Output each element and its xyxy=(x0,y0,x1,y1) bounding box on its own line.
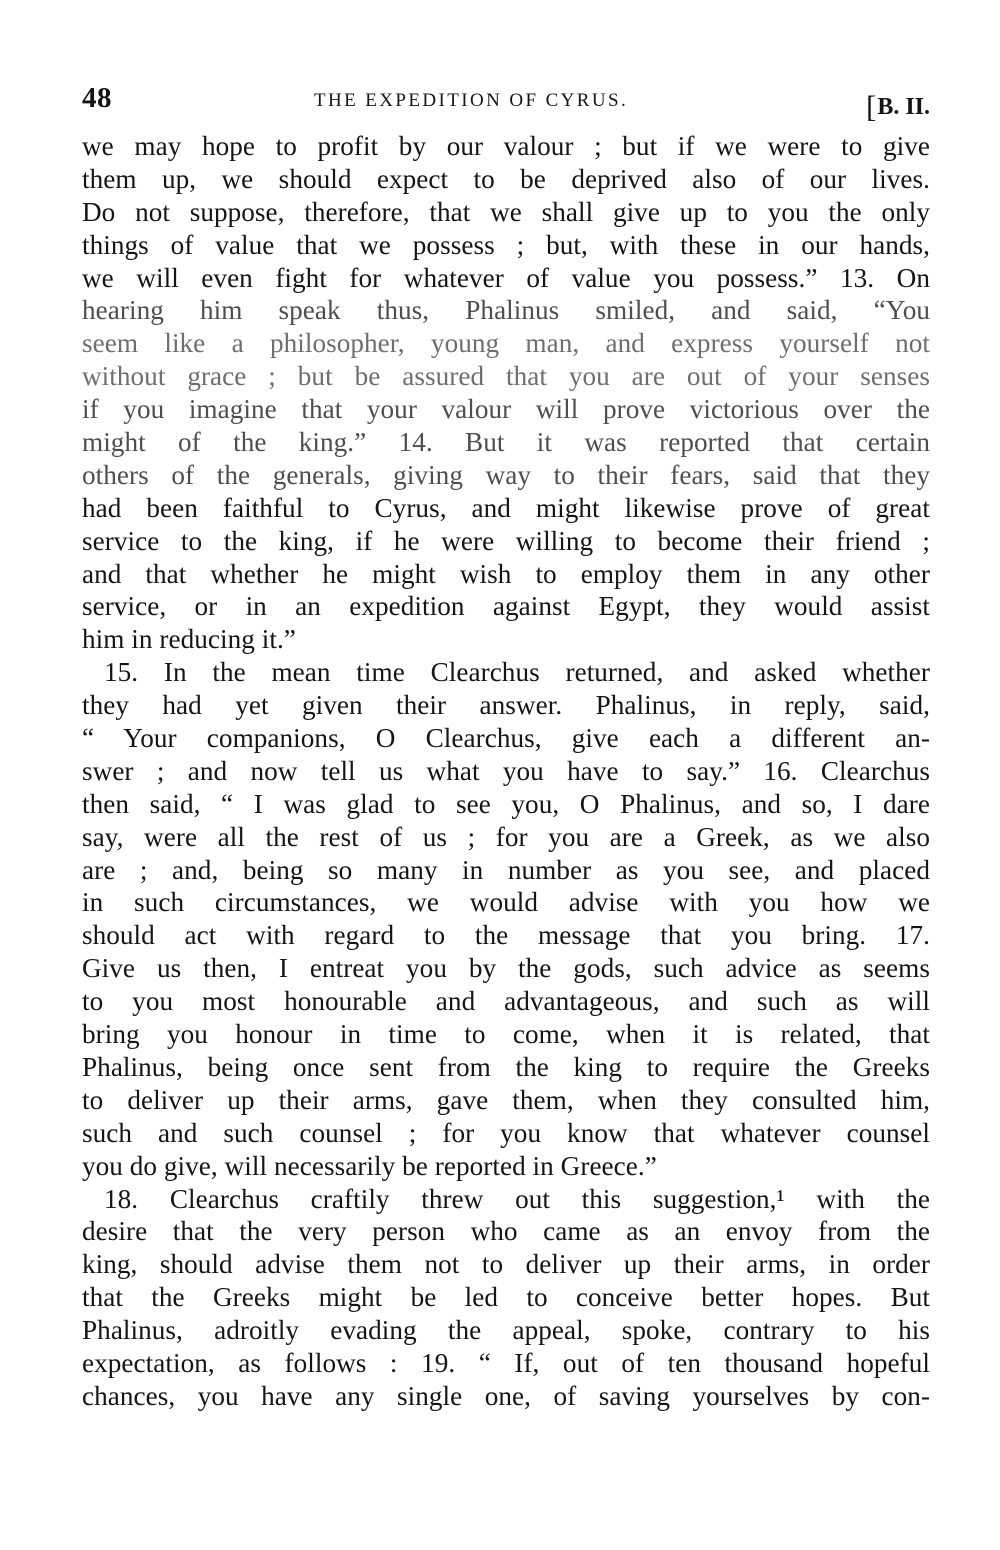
text-line: we may hope to profit by our valour ; but if we were to give xyxy=(82,131,930,161)
page-number: 48 xyxy=(82,82,112,114)
book-number: B. II. xyxy=(877,94,930,120)
text-line: to you most honourable and advantageous, and such as will xyxy=(82,986,930,1017)
text-line: others of the generals, giving way to their fears, said that they xyxy=(82,459,930,490)
text-line: king, should advise them not to deliver up their arms, in order xyxy=(82,1249,930,1280)
paragraph-last-line: you do give, will necessarily be reported in Greece.” xyxy=(82,1150,657,1181)
text-line: Do not suppose, therefore, that we shall give up to you the only xyxy=(82,196,930,227)
text-line: are ; and, being so many in number as you see, and placed xyxy=(82,854,930,885)
book-bracket: [ xyxy=(865,89,877,124)
text-line: seem like a philosopher, young man, and express yourself not xyxy=(82,328,930,359)
paragraph-first-line: 18. Clearchus craftily threw out this suggestion,¹ with the xyxy=(104,1183,930,1214)
text-line: things of value that we possess ; but, with these in our hands, xyxy=(82,229,930,260)
text-line: in such circumstances, we would advise with you how we xyxy=(82,887,930,918)
text-line: might of the king.” 14. But it was reported that certain xyxy=(82,427,930,458)
running-header xyxy=(82,78,930,122)
text-line: and that whether he might wish to employ them in any other xyxy=(82,558,930,589)
text-line: chances, you have any single one, of saving yourselves by con- xyxy=(82,1380,930,1411)
text-line: Give us then, I entreat you by the gods, such advice as seems xyxy=(82,953,930,984)
text-line: without grace ; but be assured that you are out of your senses xyxy=(82,361,930,392)
paragraph-first-line: 15. In the mean time Clearchus returned, and asked whether xyxy=(104,657,930,688)
text-line: desire that the very person who came as an envoy from the xyxy=(82,1216,930,1247)
text-line: service, or in an expedition against Egypt, they would assist xyxy=(82,591,930,622)
text-line: Phalinus, adroitly evading the appeal, spoke, contrary to his xyxy=(82,1315,930,1346)
paragraph-last-line: him in reducing it.” xyxy=(82,624,296,655)
text-line: should act with regard to the message that you bring. 17. xyxy=(82,920,930,951)
book-marker xyxy=(866,86,930,122)
text-line: they had yet given their answer. Phalinus, in reply, said, xyxy=(82,690,930,721)
text-line: hearing him speak thus, Phalinus smiled, and said, “You xyxy=(82,295,930,326)
text-line: that the Greeks might be led to conceive better hopes. But xyxy=(82,1282,930,1313)
text-line: say, were all the rest of us ; for you are a Greek, as we also xyxy=(82,821,930,852)
text-line: then said, “ I was glad to see you, O Phalinus, and so, I dare xyxy=(82,788,930,819)
text-line: them up, we should expect to be deprived also of our lives. xyxy=(82,163,930,194)
text-line: expectation, as follows : 19. “ If, out of ten thousand hopeful xyxy=(82,1347,930,1378)
text-line: service to the king, if he were willing to become their friend ; xyxy=(82,525,930,556)
text-line: Phalinus, being once sent from the king to require the Greeks xyxy=(82,1051,930,1082)
text-line: bring you honour in time to come, when it is related, that xyxy=(82,1019,930,1050)
text-line: had been faithful to Cyrus, and might likewise prove of great xyxy=(82,492,930,523)
text-line: if you imagine that your valour will prove victorious over the xyxy=(82,394,930,425)
text-line: swer ; and now tell us what you have to say.” 16. Clearchus xyxy=(82,755,930,786)
text-line: we will even fight for whatever of value you possess.” 13. On xyxy=(82,262,930,293)
text-line: such and such counsel ; for you know that whatever counsel xyxy=(82,1117,930,1148)
running-title: THE EXPEDITION OF CYRUS. xyxy=(314,90,629,111)
book-page xyxy=(82,78,930,1413)
text-line: to deliver up their arms, gave them, when they consulted him, xyxy=(82,1084,930,1115)
text-line: “ Your companions, O Clearchus, give each a different an- xyxy=(82,723,930,754)
body-text xyxy=(82,130,930,1413)
